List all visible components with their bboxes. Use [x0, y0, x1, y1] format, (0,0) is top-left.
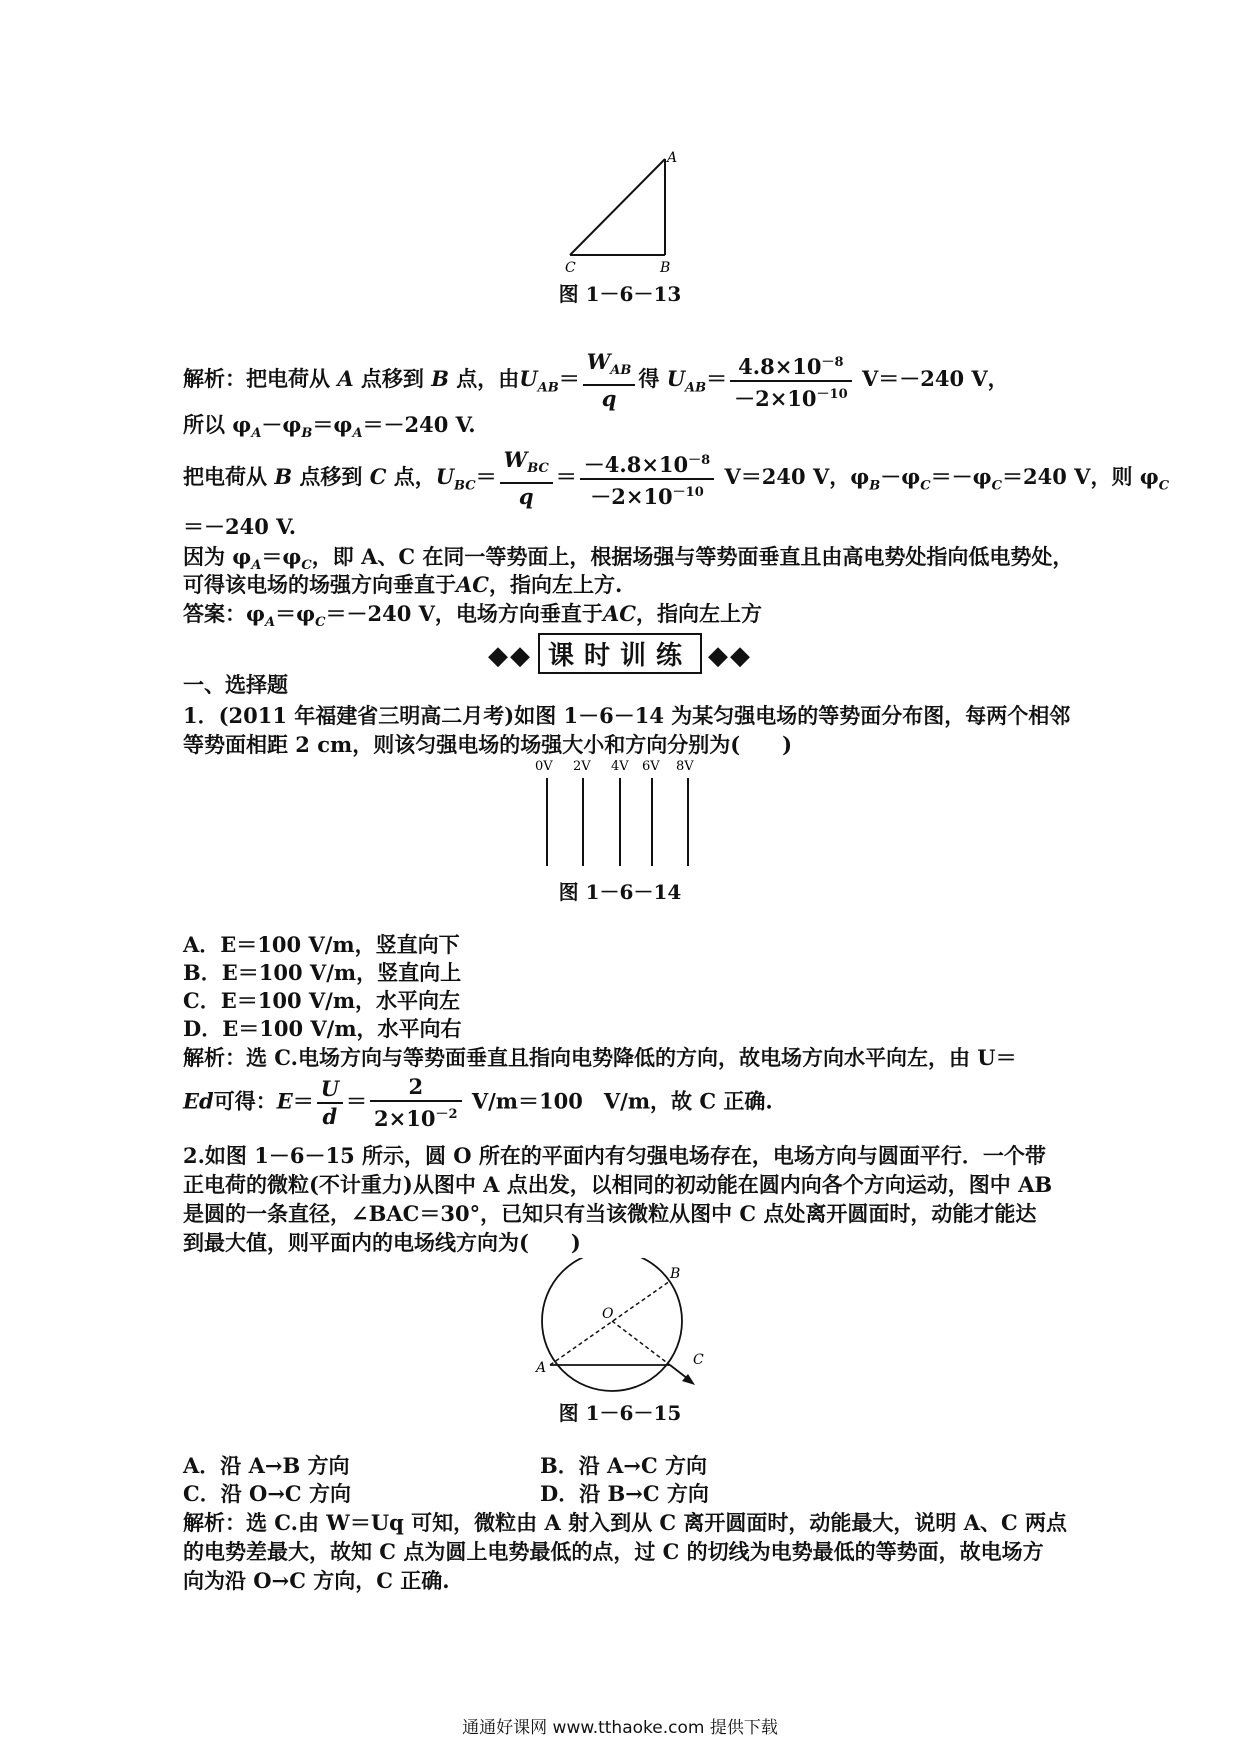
solution-line-4: ＝－240 V. [183, 514, 297, 539]
q1-option-b: B．E＝100 V/m，竖直向上 [183, 960, 462, 985]
q1-line-1: 1．(2011 年福建省三明高二月考)如图 1－6－14 为某匀强电场的等势面分布图，每两个相邻 [183, 703, 1071, 728]
q1-option-a: A．E＝100 V/m，竖直向下 [183, 932, 460, 957]
fraction-uab-value: $\frac{4.8\times 10^{-8}}{-2\times 10^{-10}}$ [730, 351, 852, 411]
fig14-label-6v: 6V [642, 759, 660, 774]
answer-line: 答案：$\varphi_A=\varphi_C=-240$ V，电场方向垂直于AC，指向左上方 [183, 601, 762, 631]
section-banner [0, 633, 1240, 674]
q2-option-a: A．沿 A→B 方向 [183, 1453, 350, 1478]
q2-line-4: 到最大值，则平面内的电场线方向为( ) [183, 1230, 581, 1255]
fig15-label-b: B [670, 1266, 681, 1282]
q2-option-c: C．沿 O→C 方向 [183, 1481, 351, 1506]
figure-1-6-14 [535, 756, 710, 868]
fraction-wbc-q: $\frac{W_{BC}}{q}$ [500, 448, 553, 509]
fraction-wab-q: $\frac{W_{AB}}{q}$ [583, 350, 636, 411]
figure-1-6-15 [530, 1258, 720, 1393]
banner-diamond-right-icon: ◆◆ [708, 641, 752, 671]
fig15-label-o: O [602, 1306, 614, 1322]
page-footer: 通通好课网 www.tthaoke.com 提供下载 [462, 1718, 778, 1738]
fig15-label-c: C [693, 1352, 704, 1368]
fig14-caption: 图 1－6－14 [558, 880, 682, 904]
fig13-label-b: B [660, 260, 671, 275]
solution-line-2: 所以 $\varphi_A-\varphi_B=\varphi_A=-240$ V. [183, 412, 476, 442]
banner-diamond-left-icon: ◆◆ [487, 641, 532, 671]
solution-line-6: 可得该电场的场强方向垂直于AC，指向左上方. [183, 572, 623, 597]
fraction-2-over-value: $\frac{2}{2\times 10^{-2}}$ [370, 1075, 461, 1131]
q2-solution-line-2: 的电势差最大，故知 C 点为圆上电势最低的点，过 C 的切线为电势最低的等势面，故电场方 [183, 1539, 1044, 1564]
solution-line-5: 因为 $\varphi_A=\varphi_C$，即 A、C 在同一等势面上，根据场强与等势面垂直且由高电势处指向低电势处， [183, 544, 1074, 574]
fig14-label-2v: 2V [573, 759, 591, 774]
fig14-label-0v: 0V [535, 759, 553, 774]
q2-option-b: B．沿 A→C 方向 [540, 1453, 707, 1478]
q1-line-2: 等势面相距 2 cm，则该匀强电场的场强大小和方向分别为( ) [183, 732, 793, 757]
fig13-label-c: C [565, 260, 576, 275]
q1-solution-line-2: Ed可得：E＝ $\frac{U}{d}$ ＝ $\frac{2}{2\times 10^{-2}}$ V/m＝100 V/m，故 C 正确. [183, 1074, 773, 1131]
q2-solution-line-3: 向为沿 O→C 方向，C 正确. [183, 1568, 450, 1593]
section-heading: 一、选择题 [183, 672, 288, 697]
q1-option-d: D．E＝100 V/m，水平向右 [183, 1016, 462, 1041]
fraction-u-d: $\frac{U}{d}$ [317, 1077, 343, 1129]
q2-line-2: 正电荷的微粒(不计重力)从图中 A 点出发，以相同的初动能在圆内向各个方向运动，图中 AB [183, 1172, 1053, 1197]
q2-line-1: 2.如图 1－6－15 所示，圆 O 所在的平面内有匀强电场存在，电场方向与圆面平行．一个带 [183, 1143, 1046, 1168]
fraction-ubc-value: $\frac{-4.8\times 10^{-8}}{-2\times 10^{-10}}$ [580, 449, 714, 509]
figure-1-6-13 [555, 150, 685, 275]
fig15-caption: 图 1－6－15 [558, 1401, 682, 1425]
fig13-caption: 图 1－6－13 [558, 282, 682, 306]
q1-solution-line-1: 解析：选 C.电场方向与等势面垂直且指向电势降低的方向，故电场方向水平向左，由 U＝ [183, 1045, 1017, 1070]
q2-solution-line-1: 解析：选 C.由 W＝Uq 可知，微粒由 A 射入到从 C 离开圆面时，动能最大，说明 A、C 两点 [183, 1510, 1068, 1535]
solution-line-3: 把电荷从 B 点移到 C 点，$U_{BC}=$ $\frac{W_{BC}}{q}$ ＝ $\frac{-4.8\times 10^{-8}}{-2\times 10^{-10}}$ V＝240 V，$\varphi_B-\varphi_C=-\varphi_C=240$ V，则 $\varphi_C$ [183, 447, 1170, 510]
q2-line-3: 是圆的一条直径，∠BAC＝30°，已知只有当该微粒从图中 C 点处离开圆面时，动能才能达 [183, 1201, 1037, 1226]
fig14-label-8v: 8V [676, 759, 694, 774]
solution-line-1: 解析：把电荷从 A 点移到 B 点，由$U_{AB}=$ $\frac{W_{AB}}{q}$ 得 $U_{AB}=$ $\frac{4.8\times 10^{-8}}{-2\times 10^{-10}}$ V＝－240 V， [183, 349, 1009, 412]
banner-title: 课时训练 [538, 633, 702, 674]
q1-option-c: C．E＝100 V/m，水平向左 [183, 988, 461, 1013]
q2-option-d: D．沿 B→C 方向 [540, 1481, 709, 1506]
fig13-label-a: A [667, 150, 678, 166]
fig15-label-a: A [536, 1360, 547, 1376]
fig14-label-4v: 4V [611, 759, 629, 774]
